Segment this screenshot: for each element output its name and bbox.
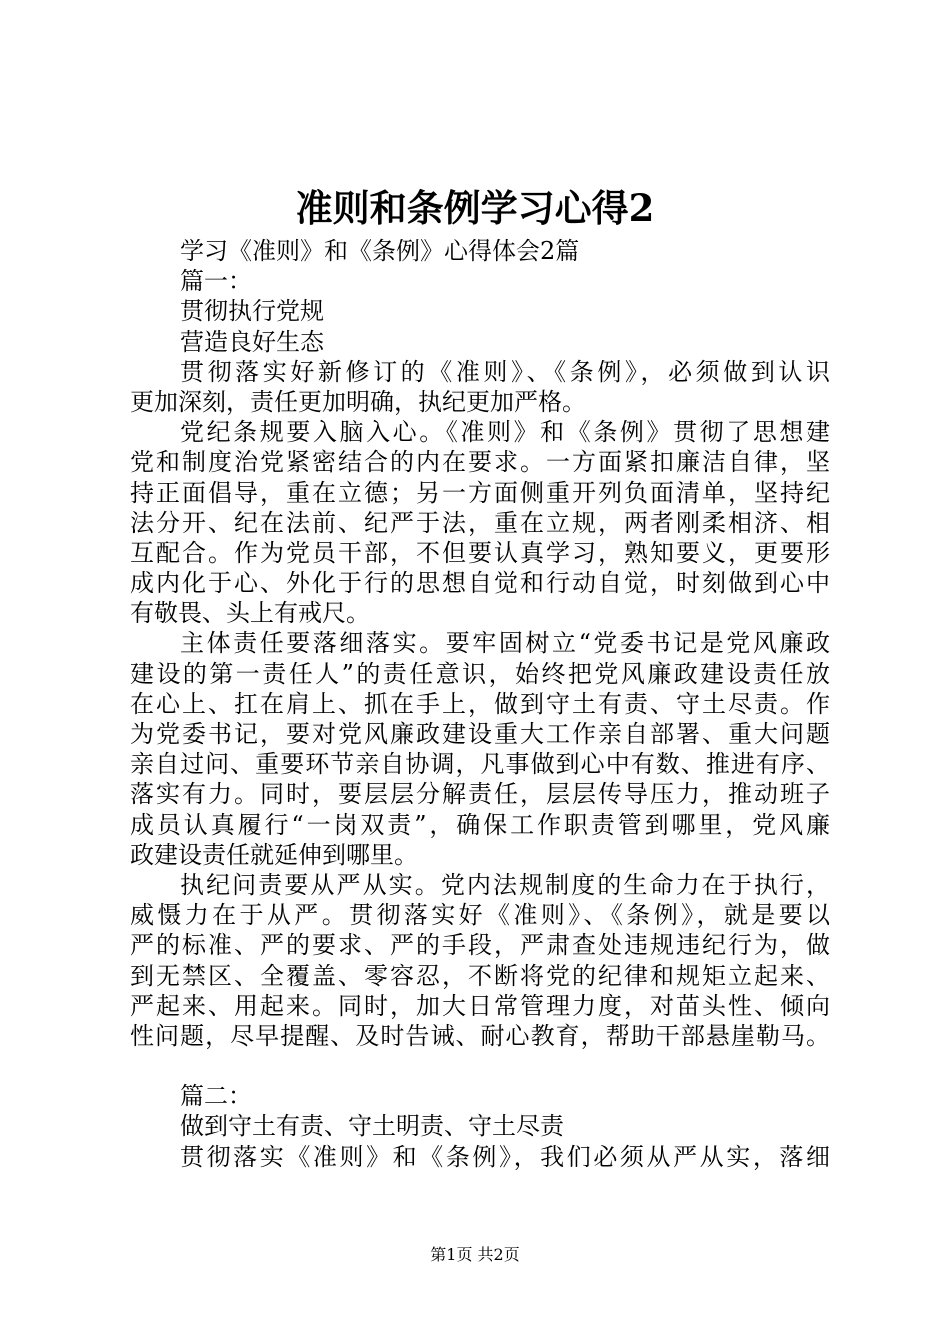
text-line: 营造良好生态 xyxy=(180,327,324,356)
text-line: 学习《准则》和《条例》心得体会2篇 xyxy=(180,237,580,265)
text-line: 篇二： xyxy=(180,1082,252,1111)
text-line: 持正面倡导，重在立德；另一方面侧重开列负面清单，坚持纪 xyxy=(130,478,830,507)
document-body xyxy=(130,236,830,1172)
page-footer: 第1页 共2页 xyxy=(430,1245,520,1264)
text-line: 法分开、纪在法前、纪严于法，重在立规，两者刚柔相济、相 xyxy=(130,508,830,537)
text-line: 严的标准、严的要求、严的手段，严肃查处违规违纪行为，做 xyxy=(130,931,830,960)
text-line: 执纪问责要从严从实。党内法规制度的生命力在于执行， xyxy=(180,870,830,899)
text-line: 威慑力在于从严。贯彻落实好《准则》、《条例》，就是要以 xyxy=(130,901,830,930)
text-line: 主体责任要落细落实。要牢固树立“党委书记是党风廉政 xyxy=(180,629,830,658)
text-line: 篇一： xyxy=(180,267,252,296)
text-line: 亲自过问、重要环节亲自协调，凡事做到心中有数、推进有序、 xyxy=(130,750,830,779)
text-line: 到无禁区、全覆盖、零容忍，不断将党的纪律和规矩立起来、 xyxy=(130,961,830,990)
text-line: 为党委书记，要对党风廉政建设重大工作亲自部署、重大问题 xyxy=(130,720,830,748)
text-line: 在心上、扛在肩上、抓在手上，做到守土有责、守土尽责。作 xyxy=(130,689,830,718)
blank-line xyxy=(130,1051,830,1081)
text-line: 更加深刻，责任更加明确，执纪更加严格。 xyxy=(130,387,586,416)
text-line: 有敬畏、头上有戒尺。 xyxy=(130,599,370,628)
text-line: 成内化于心、外化于行的思想自觉和行动自觉，时刻做到心中 xyxy=(130,569,830,598)
text-line: 成员认真履行“一岗双责”，确保工作职责管到哪里，党风廉 xyxy=(130,810,830,839)
text-line: 党和制度治党紧密结合的内在要求。一方面紧扣廉洁自律，坚 xyxy=(130,448,830,477)
text-line: 贯彻落实《准则》和《条例》，我们必须从严从实，落细 xyxy=(180,1142,830,1171)
text-line: 落实有力。同时，要层层分解责任，层层传导压力，推动班子 xyxy=(130,780,830,809)
text-line: 严起来、用起来。同时，加大日常管理力度，对苗头性、倾向 xyxy=(130,991,830,1020)
text-line: 建设的第一责任人”的责任意识，始终把党风廉政建设责任放 xyxy=(130,659,830,688)
text-line: 政建设责任就延伸到哪里。 xyxy=(130,840,418,869)
text-line: 性问题，尽早提醒、及时告诫、耐心教育，帮助干部悬崖勒马。 xyxy=(130,1021,830,1050)
text-line: 互配合。作为党员干部，不但要认真学习，熟知要义，更要形 xyxy=(130,538,830,567)
text-line: 贯彻执行党规 xyxy=(180,297,324,326)
text-line: 党纪条规要入脑入心。《准则》和《条例》贯彻了思想建 xyxy=(180,418,830,447)
document-title: 准则和条例学习心得2 xyxy=(295,186,655,230)
text-line: 贯彻落实好新修订的《准则》、《条例》，必须做到认识 xyxy=(180,357,830,386)
text-line: 做到守土有责、守土明责、守土尽责 xyxy=(180,1112,564,1141)
